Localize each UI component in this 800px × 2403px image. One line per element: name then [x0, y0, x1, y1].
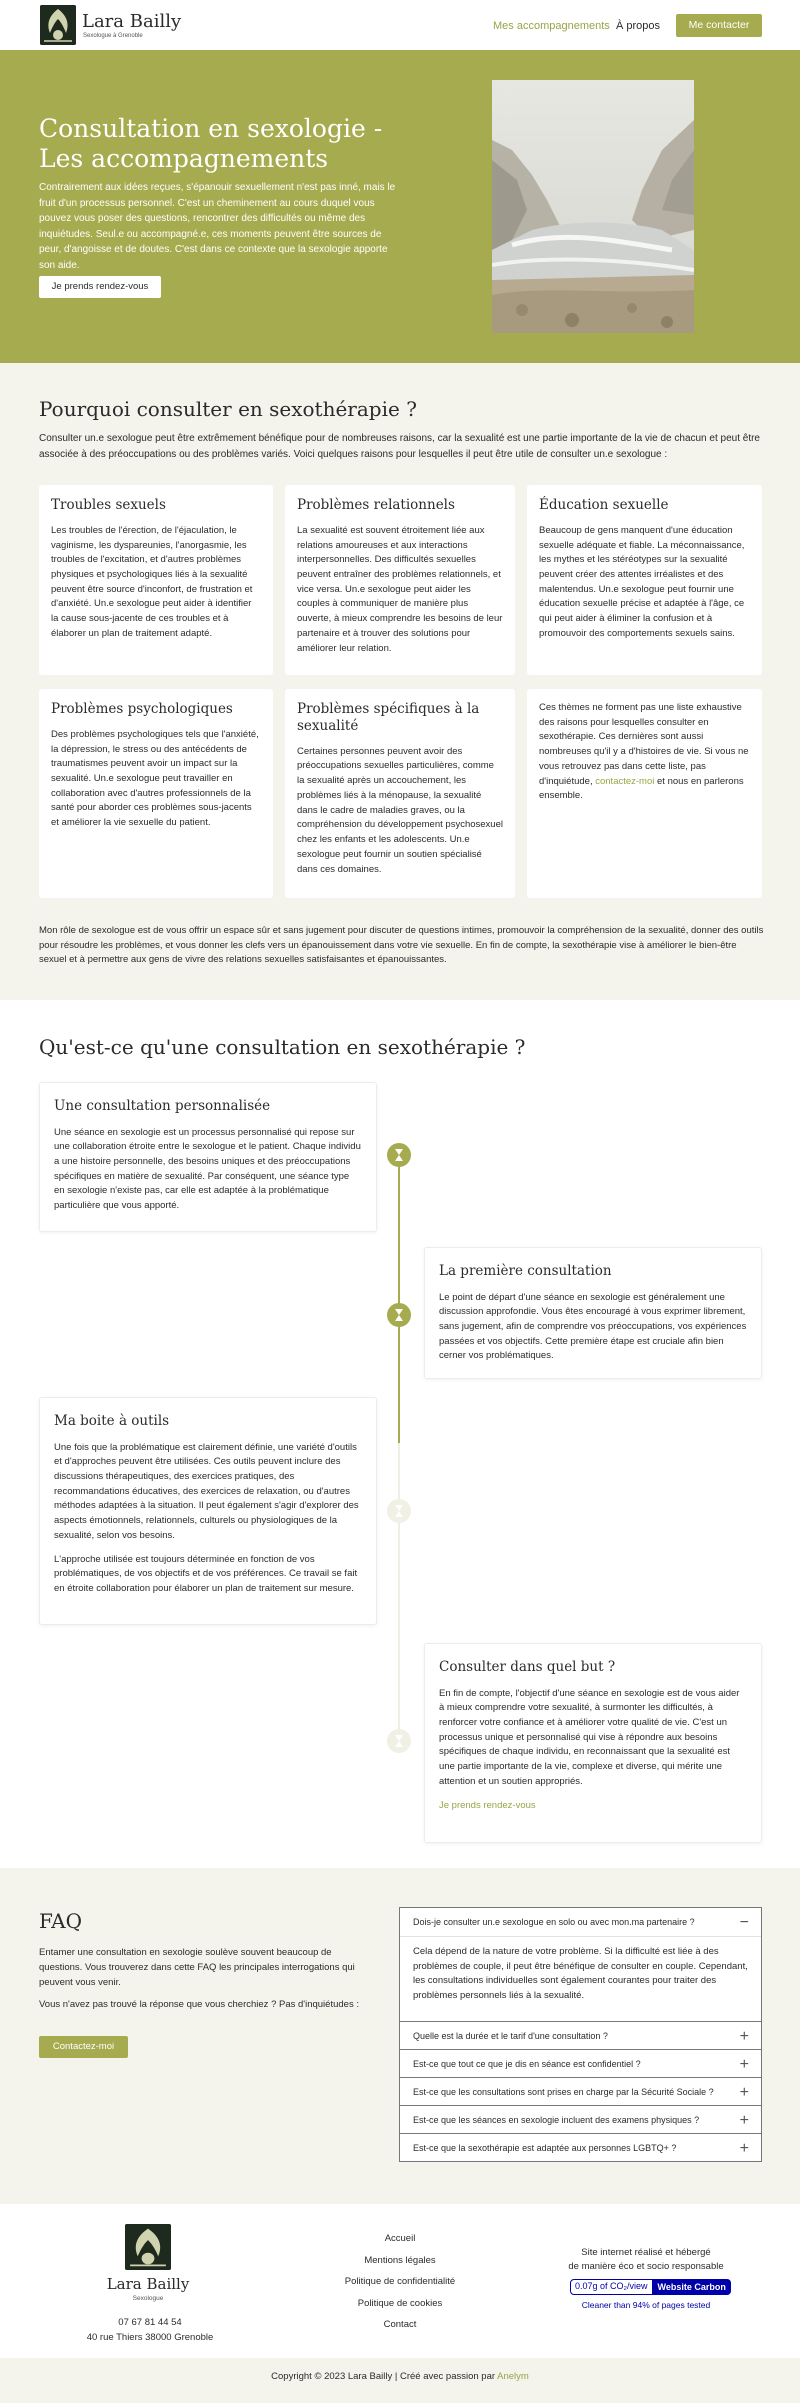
card-title: Éducation sexuelle: [539, 497, 669, 513]
card-problemes-psychologiques: [39, 689, 273, 898]
footer-link-accueil[interactable]: Accueil: [384, 2233, 416, 2244]
nav-a-propos[interactable]: À propos: [616, 20, 661, 32]
card-text: La sexualité est souvent étroitement liée aux relations amoureuses et aux interactions interpersonnelles. Des difficultés sexuelles peuvent entraîner des problèmes relationnels, et vice versa. Un.e sexologue peut aider les couples à communiquer de manière plus ouverte, à mieux comprendre les besoins de leur partenaire et à trouver des solutions pour améliorer leur relation.: [297, 524, 503, 654]
footer-logo-image[interactable]: [125, 2224, 171, 2270]
faq-question[interactable]: Dois-je consulter un.e sexologue en solo ou avec mon.ma partenaire ?: [413, 1917, 695, 1927]
expand-icon[interactable]: +: [739, 2028, 749, 2045]
footer-link-contact[interactable]: Contact: [383, 2319, 417, 2330]
card-title: Problèmes psychologiques: [51, 701, 233, 717]
step-text: Une séance en sexologie est un processus personnalisé qui repose sur une collaboration étroite entre le sexologue et le patient. Chaque individu a une histoire personnelle, des besoins uniques et des préoccupations spécifiques en matière de sexualité. Par conséquent, une séance type en sexologie n'existe pas, car elle est adaptée à la problématique particulière que vous apporté.: [54, 1126, 361, 1212]
faq-item[interactable]: [400, 2049, 761, 2077]
card-text: [539, 701, 750, 804]
footer-link-cookies[interactable]: Politique de cookies: [357, 2298, 443, 2309]
step-text: Le point de départ d'une séance en sexologie est généralement une discussion approfondie. Vous êtes encouragé à vous exprimer librement, sans jugement, afin de comprendre vos préoccupations, vos expériences passées et vos objectifs. Cette première étape est cruciale afin bien cerner vos problématiques.: [439, 1291, 747, 1362]
hero-text: Contrairement aux idées reçues, s'épanouir sexuellement n'est pas inné, mais le fruit d'un processus personnel. C'est un cheminement au cours duquel vous pouvez vous poser des questions, rencontrer des difficultés ou même des inquiétudes. Seul.e ou accompagné.e, ces moments peuvent être sources de peur, d'angoisse et de doutes. C'est dans ce contexte que la sexologie apporte son aide.: [39, 182, 396, 271]
card-autres-themes: [527, 689, 762, 898]
timeline-step-premiere: [424, 1247, 762, 1379]
step-text-2: L'approche utilisée est toujours déterminée en fonction de vos problématiques, de vos objectifs et de vos préférences. Ce travail se fait en étroite collaboration pour élaborer un plan de traitement sur mesure.: [54, 1553, 358, 1595]
card-title: Troubles sexuels: [51, 497, 166, 513]
card-title: Problèmes spécifiques à la sexualité: [297, 701, 480, 734]
expand-icon[interactable]: +: [739, 2056, 749, 2073]
card-problemes-relationnels: [285, 485, 515, 675]
step-appointment-link[interactable]: Je prends rendez-vous: [439, 1799, 536, 1811]
consultation-title: Qu'est-ce qu'une consultation en sexothérapie ?: [39, 1035, 526, 1059]
website-carbon-badge[interactable]: [570, 2279, 731, 2295]
extra-text-after: et nous en parlerons ensemble.: [539, 775, 744, 802]
step-title: Consulter dans quel but ?: [439, 1659, 616, 1675]
faq-item-open[interactable]: [400, 1908, 761, 1936]
faq-question[interactable]: Est-ce que les consultations sont prises en charge par la Sécurité Sociale ?: [413, 2087, 714, 2097]
collapse-icon[interactable]: −: [739, 1914, 749, 1931]
faq-item[interactable]: [400, 2077, 761, 2105]
timeline-step-personnalisee: [39, 1082, 377, 1232]
timeline-step-but: [424, 1643, 762, 1843]
footer-eco-line2: de manière éco et socio responsable: [568, 2261, 724, 2272]
copyright-text: Copyright © 2023 Lara Bailly | Créé avec passion par: [271, 2371, 498, 2382]
faq-contact-button[interactable]: Contactez-moi: [39, 2036, 128, 2058]
footer-address: 40 rue Thiers 38000 Grenoble: [86, 2332, 214, 2343]
carbon-clean-text: Cleaner than 94% of pages tested: [581, 2300, 711, 2310]
faq-question-prompt: Vous n'avez pas trouvé la réponse que vous cherchiez ? Pas d'inquiétudes :: [39, 1999, 359, 2010]
extra-text-before: Ces thèmes ne forment pas une liste exhaustive des raisons pour lesquelles consulter en sexothérapie. Ces dernières sont aussi nombreuses qu'il y a d'histoires de vie. Si vous ne vous retrouvez pas dans cette liste, pas d'inquiétude,: [539, 702, 749, 787]
faq-accordion: [399, 1907, 762, 2162]
faq-title: FAQ: [39, 1909, 82, 1933]
card-text: Des problèmes psychologiques tels que l'anxiété, la dépression, le stress ou des antécédents de traumatismes peuvent avoir un impact sur la sexualité. Un.e sexologue peut travailler en collaboration avec d'autres professionnels de la santé pour aborder ces problèmes sous-jacents et améliorer la vie sexuelle du patient.: [51, 728, 259, 829]
footer-phone[interactable]: 07 67 81 44 54: [118, 2317, 182, 2328]
pourquoi-title: Pourquoi consulter en sexothérapie ?: [39, 397, 417, 421]
faq-answer: Cela dépend de la nature de votre problème. Si la difficulté est liée à des problèmes de couple, il peut être bénéfique de consulter en couple. Cependant, les consultations individuelles sont également courantes pour traiter des problèmes personnels liés à la sexualité.: [400, 1936, 761, 2021]
agency-link[interactable]: Anelym: [497, 2371, 529, 2382]
footer-subtitle: Sexologue: [132, 2295, 164, 2302]
faq-question[interactable]: Est-ce que la sexothérapie est adaptée aux personnes LGBTQ+ ?: [413, 2143, 677, 2153]
step-text: En fin de compte, l'objectif d'une séance en sexologie est de vous aider à mieux comprendre votre sexualité, à surmonter les difficultés, à renforcer votre confiance et à améliorer votre qualité de vie. C'est un processus unique et personnalisé qui vise à répondre aux besoins spécifiques de chaque individu, en reconnaissant que la sexualité est une partie importante de la vie, complexe et diverse, qui mérite une attention et un soutien appropriés.: [439, 1687, 740, 1787]
faq-item[interactable]: [400, 2105, 761, 2133]
hero-section: [0, 50, 800, 363]
page-title: [39, 114, 409, 173]
footer-name: Lara Bailly: [106, 2275, 190, 2293]
page-title-line2: Les accompagnements: [39, 143, 329, 173]
footer-eco-line1: Site internet réalisé et hébergé: [581, 2247, 711, 2258]
timeline-hourglass-icon: [387, 1499, 411, 1523]
faq-intro: Entamer une consultation en sexologie soulève souvent beaucoup de questions. Vous trouverez dans cette FAQ les principales interrogations qui peuvent vous venir.: [39, 1947, 355, 1989]
timeline-line-progress: [398, 1155, 400, 1443]
card-education-sexuelle: [527, 485, 762, 675]
nav-accompagnements[interactable]: Mes accompagnements: [493, 20, 610, 32]
card-title: Problèmes relationnels: [297, 497, 455, 513]
timeline-line: [398, 1443, 400, 1743]
timeline-hourglass-icon: [387, 1303, 411, 1327]
card-problemes-specifiques: [285, 689, 515, 898]
faq-question[interactable]: Est-ce que les séances en sexologie incluent des examens physiques ?: [413, 2115, 700, 2125]
card-text: Les troubles de l'érection, de l'éjaculation, le vaginisme, les dyspareunies, l'anorgasmie, les troubles de l'excitation, et d'autres problèmes physiques et psychologiques liés à la sexualité peuvent être source d'inconfort, de frustration et d'anxiété. Un.e sexologue peut aider à identifier la cause sous-jacente de ces troubles et à élaborer un plan de traitement adapté.: [51, 524, 253, 639]
hero-appointment-button[interactable]: Je prends rendez-vous: [39, 276, 161, 298]
faq-question[interactable]: Est-ce que tout ce que je dis en séance est confidentiel ?: [413, 2059, 641, 2069]
card-troubles-sexuels: [39, 485, 273, 675]
site-header: [0, 0, 800, 50]
faq-item[interactable]: [400, 2133, 761, 2161]
logo-name[interactable]: Lara Bailly: [82, 11, 182, 32]
step-title: La première consultation: [439, 1263, 612, 1279]
contact-button[interactable]: Me contacter: [676, 14, 762, 37]
card-text: Beaucoup de gens manquent d'une éducation sexuelle adéquate et fiable. La méconnaissance, les mythes et les stéréotypes sur la sexualité peuvent créer des attentes irréalistes et des malentendus. Un.e sexologue peut fournir une éducation sexuelle précise et adaptée à l'âge, ce qui peut aider à éliminer la confusion et à promouvoir des comportements sexuels sains.: [539, 524, 745, 639]
expand-icon[interactable]: +: [739, 2140, 749, 2157]
pourquoi-intro: Consulter un.e sexologue peut être extrêmement bénéfique pour de nombreuses raisons, car la sexualité est une partie importante de la vie de chacun et peut être associée à des préoccupations ou des problèmes variés. Voici quelques raisons pour lesquelles il peut être utile de consulter un.e sexologue :: [39, 433, 760, 460]
step-title: Une consultation personnalisée: [54, 1098, 271, 1114]
step-title: Ma boite à outils: [54, 1413, 170, 1429]
faq-question[interactable]: Quelle est la durée et le tarif d'une consultation ?: [413, 2031, 608, 2041]
contact-link[interactable]: contactez-moi: [595, 775, 655, 787]
timeline-hourglass-icon: [387, 1143, 411, 1167]
faq-item[interactable]: [400, 2021, 761, 2049]
timeline-step-outils: [39, 1397, 377, 1625]
expand-icon[interactable]: +: [739, 2084, 749, 2101]
footer-link-confidentialite[interactable]: Politique de confidentialité: [344, 2276, 456, 2287]
logo-subtitle: Sexologue à Grenoble: [83, 33, 143, 39]
card-text: Certaines personnes peuvent avoir des préoccupations sexuelles particulières, comme la sexualité après un accouchement, les problèmes liés à la ménopause, la sexualité dans le cadre de maladies graves, ou la compréhension du développement psychosexuel chez les enfants et les adolescents. Un.e sexologue peut fournir un soutien spécialisé dans ces domaines.: [297, 745, 503, 875]
copyright: [0, 2370, 800, 2384]
expand-icon[interactable]: +: [739, 2112, 749, 2129]
carbon-label[interactable]: Website Carbon: [653, 2279, 731, 2295]
pourquoi-outro: Mon rôle de sexologue est de vous offrir un espace sûr et sans jugement pour discuter de questions intimes, promouvoir la compréhension de la sexualité, donner des outils pour résoudre les problèmes, et vous donner les clefs vers un épanouissement dans votre vie sexuelle. En fin de compte, la sexothérapie vise à améliorer le bien-être sexuel et à permettre aux gens de vivre des relations sexuelles satisfaisantes et épanouissantes.: [39, 925, 764, 966]
timeline-hourglass-icon: [387, 1729, 411, 1753]
hero-photo: [492, 80, 694, 333]
logo-image[interactable]: [40, 5, 76, 45]
step-text: Une fois que la problématique est clairement définie, une variété d'outils et d'approches peuvent être utilisées. Ces outils peuvent inclure des discussions thérapeutiques, des exercices pratiques, des recommandations éducatives, des exercices de relaxation, ou d'autres méthodes adaptées à la situation. Il peut également s'agir d'explorer des aspects émotionnels, relationnels, culturels ou physiologiques de la sexualité, selon vos besoins.: [54, 1441, 359, 1541]
site-footer: [0, 2204, 800, 2358]
footer-link-mentions[interactable]: Mentions légales: [364, 2255, 436, 2266]
carbon-value: 0.07g of CO₂/view: [570, 2279, 653, 2295]
page-title-line1: Consultation en sexologie -: [39, 114, 383, 143]
